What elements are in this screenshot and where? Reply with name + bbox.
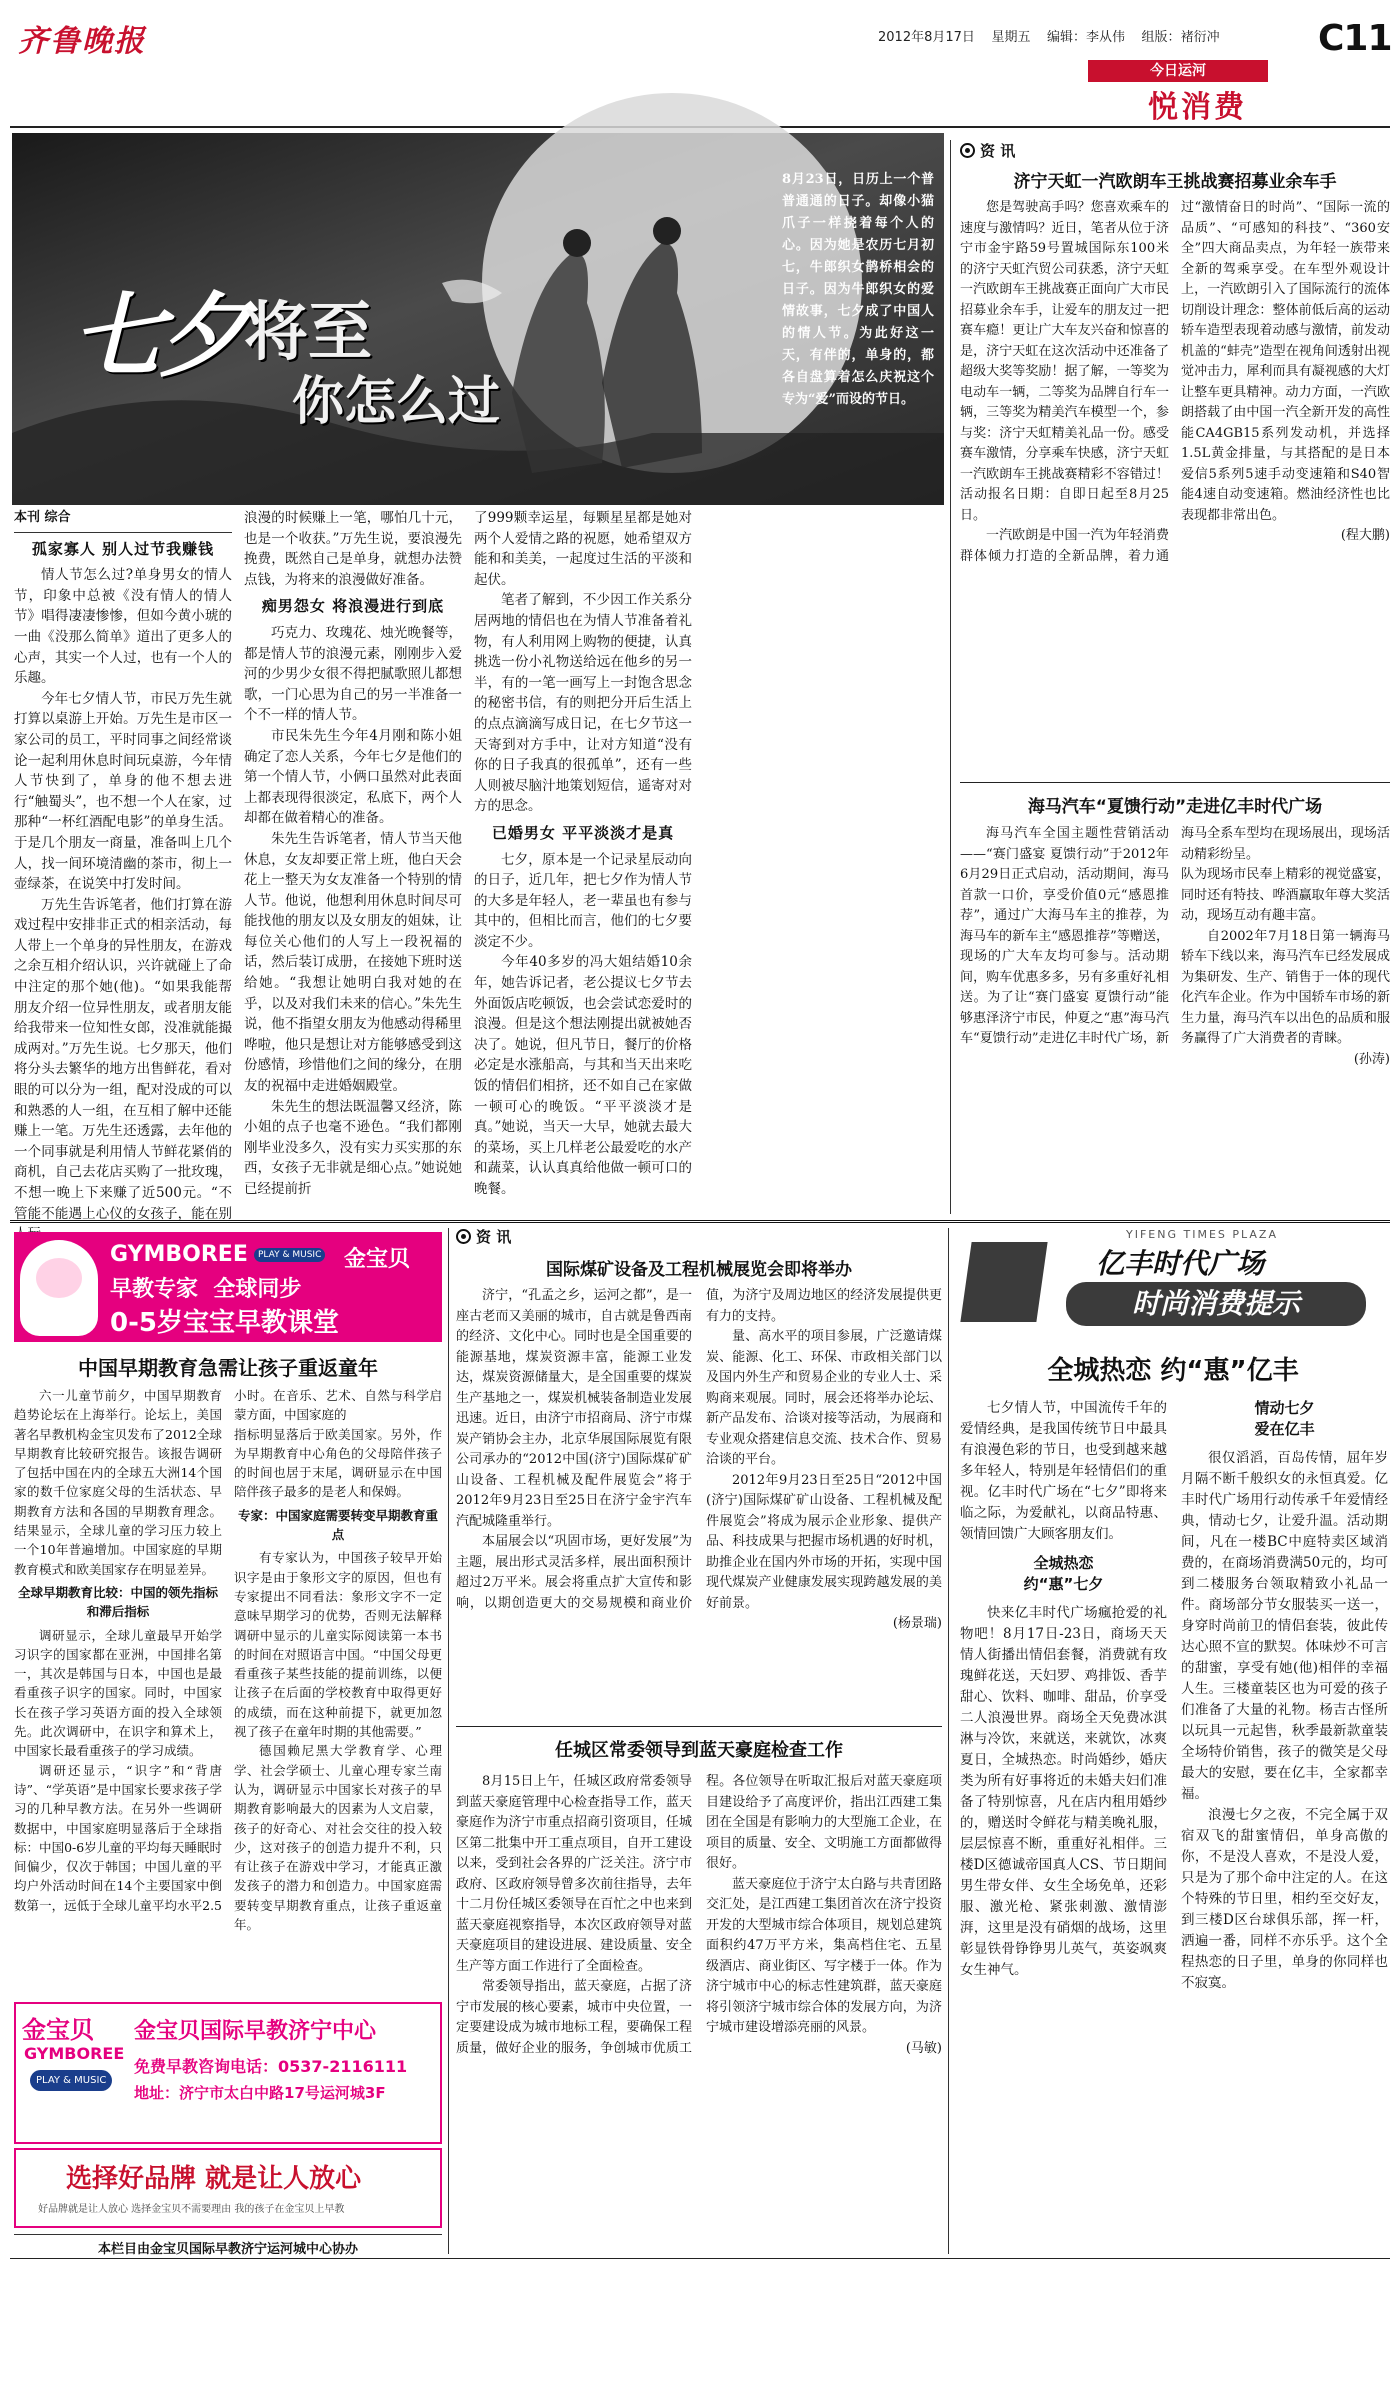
qixi-intro: 8月23日，日历上一个普普通通的日子。却像小猫爪子一样挠着每个人的心。因为她是农历七月初七，牛郎织女鹊桥相会的日子。因为牛郎织女的爱情故事，七夕成了中国人的情人节。为此好这一天，有伴的，单身的，都各自盘算着怎么庆祝这个专为“爱”而设的节日。 — [782, 172, 934, 407]
ad-cn-logo: 金宝贝 — [22, 2016, 94, 2044]
yifeng-para: 很仅滔滔，百岛传情，屈年岁月隔不断千般织女的永恒真爱。亿丰时代广场用行动传承千年爱情经典，情动七夕，让爱升温。活动期间，凡在一楼BC中庭特卖区域消费的，在商场消费满50元的，均可到二楼服务台领取精致小礼品一件。商场部分节女服装买一送一，身穿时尚前卫的情侣套装，彼此传达心照不宣的默契。体味炒不可言的甜蜜，享受有她(他)相伴的幸福人生。三楼童装区也为可爱的孩子们准备了大量的礼物。杨吉古怪所以玩具一元起售，秋季最新款童装全场特价销售，孩子的微笑是父母最大的安慰，要在亿丰，全家都幸福。 — [1181, 1450, 1388, 1802]
masthead-meta — [878, 26, 1220, 45]
news4-title: 任城区常委领导到蓝天豪庭检查工作 — [555, 1740, 843, 1761]
layout-name: 褚衍冲 — [1180, 30, 1220, 45]
slogan-main — [66, 2158, 361, 2195]
news2-para: 队为现场市民奉上精彩的视觉盛宴，同时还有特技、哗酒赢取年尊大奖活动，现场互动有趣丰富。 — [1181, 867, 1390, 923]
gymboree-para: 调研显示，全球儿童最早开始学习识字的国家都在亚洲，中国排名第一，其次是韩国与日本，中国也是最看重孩子识字的国家。同时，中国家长在孩子学习英语方面的投入全球领先。此次调研中，在识字和算术上，中国家长最看重孩子的学习成绩。 — [14, 1627, 222, 1759]
yifeng-banner-text: 时尚消费提示 — [1066, 1282, 1366, 1326]
mascot-face-icon — [36, 1258, 82, 1298]
qixi-para: 情人节怎么过?单身男女的情人节，印象中总被《没有情人的情人节》唱得凄凄惨惨，但如今黄小琥的一曲《没那么简单》道出了更多人的心声，其实一个人过，也有一个人的乐趣。 — [14, 567, 232, 687]
qixi-title-sub: 你怎么过 — [292, 372, 501, 432]
gymboree-para: 调研还显示，“识字”和“背唐诗”、“学英语”是中国家长要求孩子学习的几种早教方法。在另外一些调研数据中，中国家庭明显落后于全球指标：中国0-6岁儿童的平均每天睡眠时间偏少，仅次于韩国；中国儿童的平均户外活动时间在14个主要国家中倒数第一，远低于全球儿童平均水平2.5小时。在音乐、艺术、自然与科学启蒙方面，中国家庭的 — [14, 1388, 442, 1913]
ad-phone-label: 免费早教咨询电话： — [134, 2057, 279, 2076]
news2-para: 自2002年7月18日第一辆海马轿车下线以来，海马汽车已经发展成为集研发、生产、销售于一体的现代化汽车企业。作为中国轿车市场的新生力量，海马汽车以出色的品质和服务赢得了广大消费者的青睐。 — [1181, 928, 1390, 1046]
news3-body — [456, 1286, 942, 1716]
qixi-title-jiangzhi: 将至 — [244, 296, 372, 370]
gymboree-ad — [14, 2002, 442, 2144]
news1-author: (程大鹏) — [1340, 528, 1390, 543]
news2-body — [960, 824, 1390, 1210]
qixi-hero — [12, 133, 944, 505]
news1-title: 济宁天虹一汽欧朗车王挑战赛招募业余车手 — [1013, 172, 1337, 192]
qixi-subhead-1: 孤家寡人 别人过节我赚钱 — [31, 539, 215, 558]
news4-para: 8月15日上午，任城区政府常委领导到蓝天豪庭管理中心检查指导工作，蓝天豪庭作为济宁市重点招商引资项目，任城区第二批集中开工重点项目，自开工建设以来，受到社会各界的广泛关注。济宁市政府、区政府领导曾多次前往指导，去年十二月份任城区委领导在百忙之中也来到蓝天豪庭视察指导，本次区政府领导对蓝天豪庭项目的建设进展、建设质量、安全生产等方面工作进行了全面检查。 — [456, 1774, 692, 1974]
news-separator — [456, 1726, 942, 1727]
news3-para: 济宁，“孔孟之乡，运河之都”，是一座古老而又美丽的城市，自古就是鲁西南的经济、文化中心。同时也是全国重要的能源基地，煤炭资源丰富，能源工业发达，煤炭资源储量大，是全国重要的煤炭生产基地之一，煤炭机械装备制造业发展迅速。近日，由济宁市招商局、济宁市煤炭产销协会主办，北京华展国际展览有限公司承办的“2012中国(济宁)国际煤矿矿山设备、工程机械及配件展览会”将于2012年9月23日至25日在济宁金宇汽车汽配城隆重举行。 — [456, 1288, 692, 1529]
issue-date: 2012年8月17日 — [878, 30, 975, 45]
ad-address-text: 济宁市太白中路17号运河城3F — [179, 2084, 386, 2102]
qixi-para: 今年40多岁的冯大姐结婚10余年，她告诉记者，老公提议七夕节去外面饭店吃顿饭，也会尝试恋爱时的浪漫。但是这个想法刚提出就被她否决了。她说，但凡节日，餐厅的价格必定是水涨船高，与其和当天出来吃饭的情侣们相挤，还不如自己在家做一顿可心的晚饭。“平平淡淡才是真。”她说，当天一大早，她就去最大的菜场，买上几样老公最爱吃的水产和蔬菜，认认真真给他做一顿可口的晚餐。 — [474, 954, 692, 1197]
yifeng-subhead-2b: 爱在亿丰 — [1254, 1420, 1315, 1438]
qixi-para: 市民朱先生今年4月刚和陈小姐确定了恋人关系，今年七夕是他们的第一个情人节，小俩口虽然对此表面上都表现得很淡定，私底下，两个人却都在做着精心的准备。 — [244, 727, 462, 827]
news1-block — [960, 140, 1390, 780]
news2-author: (孙涛) — [1353, 1051, 1390, 1067]
gymboree-brand: GYMBOREE — [110, 1242, 248, 1267]
section-subtitle: 今日运河 — [1088, 60, 1268, 82]
news3-block — [456, 1226, 942, 1721]
yifeng-body — [960, 1398, 1388, 2254]
slogan-small: 好品牌就是让人放心 选择金宝贝不需要理由 我的孩子在金宝贝上早教 — [38, 2204, 345, 2215]
news-separator — [960, 782, 1390, 783]
qixi-byline: 本刊 综合 — [14, 508, 232, 533]
gymboree-line1a: 早教专家 — [110, 1277, 199, 1302]
ad-address — [134, 2082, 386, 2103]
news1-kicker — [960, 140, 1390, 161]
yifeng-subhead-1 — [960, 1553, 1167, 1595]
gymboree-slogan-box — [14, 2148, 442, 2228]
yifeng-para: 快来亿丰时代广场瘋抢爱的礼物吧！8月17日-23日，商场天天情人街播出情侣套餐，消费就有玫瑰鲜花送，天妇罗、鸡排饭、香芋甜心、饮料、咖啡、甜品，价享受二人浪漫世界。商场全天免费冰淇淋与冷饮，来就送，来就饮，冰爽夏日，全城热恋。时尚婚纱，婚庆类为所有好事将近的未婚夫妇们准备了特别惊喜，凡在店内租用婚纱的，赠送时令鲜花与精美晚礼服，层层惊喜不断，重重好礼相伴。三楼D区德诚帝国真人CS、节日期间男生带女伴、女生全场免单，还彩服、激光枪、紧张刺激、激情澎湃，这里是没有硝烟的战场，这里彰显铁骨铮铮男儿英气，英姿飒爽女生神气。 — [960, 1605, 1167, 1978]
yifeng-subhead-2 — [1181, 1398, 1388, 1440]
ad-title: 金宝贝国际早教济宁中心 — [134, 2019, 377, 2044]
gymboree-title: 中国早期教育急需让孩子重返童年 — [78, 1356, 378, 1380]
news1-kicker-label: 资 讯 — [980, 142, 1016, 160]
gymboree-para: 指标明显落后于欧美国家。另外，作为早期教育中心角色的父母陪伴孩子的时间也居于末尾，调研显示在中国陪伴孩子最多的是老人和保姆。 — [234, 1426, 442, 1500]
editor-name: 李从伟 — [1086, 30, 1126, 45]
newspaper-logo: 齐鲁晚报 — [18, 24, 146, 59]
news3-para: 量、高水平的项目参展，广泛邀请煤炭、能源、化工、环保、市政相关部门以及国内外生产和贸易企业的专业人士、采购商来观展。同时，展会还将举办论坛、新产品发布、洽谈对接等活动，为展商和专业观众搭建信息交流、技术合作、贸易洽谈的平台。 — [706, 1329, 942, 1467]
gymboree-line2: 0-5岁宝宝早教课堂 — [110, 1308, 339, 1338]
ad-phone — [134, 2054, 407, 2077]
gymboree-body — [14, 1386, 442, 1996]
qixi-para: 七夕，原本是一个记录星辰动向的日子，近几年，把七夕作为情人节的大多是年轻人，老一辈虽也有参与其中的，但相比而言，他们的七夕要淡定不少。 — [474, 851, 692, 950]
zixun-icon — [456, 1229, 471, 1244]
fold-rule — [10, 1220, 1390, 1223]
qixi-col-2 — [244, 508, 462, 1218]
qixi-col-3 — [474, 508, 692, 1218]
ad-play-logo: PLAY & MUSIC — [30, 2070, 112, 2091]
gymboree-subhead-1: 全球早期教育比较：中国的领先指标和滞后指标 — [17, 1584, 218, 1620]
qixi-subhead-2: 痴男怨女 将浪漫进行到底 — [261, 597, 445, 616]
ad-phone-number: 0537-2116111 — [278, 2057, 408, 2076]
zixun-icon — [960, 143, 975, 158]
news3-para: 2012年9月23日至25日“2012中国(济宁)国际煤矿矿山设备、工程机械及配件展览会”将成为展示企业形象、提供产品、科技成果与把握市场机遇的好时机，助推企业在国内外市场的开拓，实现中国现代煤炭产业健康发展实现跨越发展的美好前景。 — [706, 1472, 942, 1611]
qixi-para: 万先生告诉笔者，他们打算在游戏过程中安排非正式的相亲活动，每人带上一个单身的异性朋友，在游戏之余互相介绍认识，兴许就碰上了命中注定的那个她(他)。“如果我能帮朋友介绍一位异性朋友，或者朋友能给我带来一位知性女郎，没准就能撮成两对。”万先生说。七夕那天，他们将分头去繁华的地方出售鲜花，看对眼的可以分为一组，配对没成的可以和熟悉的人一组，在互相了解中还能赚上一笔。万先生还透露，去年他的一个同事就是利用情人节鲜花紧俏的商机，自己去花店买购了一批玫瑰，不想一晚上下来赚了近500元。“不管能不能遇上心仪的女孩子，能在别 — [14, 896, 232, 1222]
news3-para: 本届展会以“巩固市场，更好发展”为主题，展出形式灵活多样，展出面积预计超过2万平米。展会将重点扩大宣传和影响，以期创造更大的交易规模和商业价值，为济宁及周边地区的经济发展提供更有力的支持。 — [456, 1288, 942, 1611]
slogan-part1: 选择好品牌 — [66, 2164, 197, 2194]
news3-kicker-label: 资 讯 — [476, 1228, 512, 1246]
qixi-para: 朱先生的想法既温馨又经济，陈小姐的点子也毫不逊色。“我们都刚刚毕业没多久，没有实力买实那的东西，女孩子无非就是细心点。”她说她已经提前折 — [244, 1098, 462, 1197]
qixi-para: 浪漫的时候赚上一笔，哪怕几十元，也是一个收获。”万先生说，要浪漫先挽费，既然自己是单身，就想办法赞点钱，为将来的浪漫做好准备。 — [244, 510, 462, 588]
news3-kicker — [456, 1226, 942, 1247]
yifeng-subhead-1a: 全城热恋 — [1033, 1554, 1094, 1572]
gymboree-footer: 本栏目由金宝贝国际早教济宁运河城中心协办 — [14, 2234, 442, 2257]
news1-body — [960, 198, 1390, 768]
yifeng-subhead-1b: 约“惠”七夕 — [1023, 1575, 1104, 1593]
qixi-para: 巧克力、玫瑰花、烛光晚餐等，都是情人节的浪漫元素，刚刚步入爱河的少男少女很不得把腻歌照儿都想歌，一门心思为自己的另一半准备一个不一样的情人节。 — [244, 624, 462, 724]
column-divider — [950, 140, 951, 1214]
qixi-para: 笔者了解到，不少因工作关系分居两地的情侣也在为情人节准备着礼物，有人利用网上购物的便捷，认真挑选一份小礼物送给远在他乡的另一半，有的一笔一画写上一封饱含思念的秘密书信，有的则把分开后生活上的点点滴滴写成日记，在七夕节这一天寄到对方手中，让对方知道“没有你的日子我真的很孤单”，还有一些人则被尽脑汁地策划短信，遥寄对对方的思念。 — [474, 592, 692, 815]
qixi-col-1 — [14, 508, 232, 1222]
figure-left-head — [563, 229, 591, 257]
qixi-title-main: 七夕 — [72, 282, 245, 390]
gymboree-mascot — [20, 1240, 98, 1336]
gymboree-line1b: 全球同步 — [213, 1277, 302, 1302]
gymboree-play: PLAY & MUSIC — [254, 1248, 325, 1262]
qixi-para: 朱先生告诉笔者，情人节当天他休息，女友却要正常上班，他白天会花上一整天为女友准备一个特别的情人节。他说，他想利用休息时间尽可能找他的朋友以及女朋友的姐妹，让每位关心他们的人写上一段祝福的话，然后装订成册，在接她下班时送给她。“我想让她明白我对她的在乎，以及对我们未来的信心。”朱先生说，他不指望女朋友为他感动得稀里哗啦，他只是想让对方能够感受到这份感情，珍惜他们之间的缘分，在朋友的祝福中走进婚姻殿堂。 — [244, 830, 462, 1095]
news1-para: 一汽欧朗是中国一汽为年轻消费群体倾力打造的全新品牌，着力通过“激情奋日的时尚”、“国际一流的品质”、“可感知的科技”、“360安全”四大商品卖点，为年轻一族带来全新的驾乘享受。在车型外观设计上，一汽欧朗引入了国际流行的流体切削设计理念：整体前低后高的运动轿车造型表现着动感与激情，前发动机盖的“蚌壳”造型在视角间透射出视觉冲击力，犀利而具有凝视感的大灯让整车更具精神。动力方面，一汽欧朗搭载了由中国一汽全新开发的高性能CA4GB15系列发动机，并选择1.5L黄金排量，与其搭配的是日本爱信5系列5速手动变速箱和S40智能4速自动变速箱。燃油经济性也比表现都非常出色。 — [960, 200, 1390, 564]
gymboree-subhead-2: 专家：中国家庭需要转变早期教育重点 — [237, 1507, 438, 1543]
news3-author: (杨景瑞) — [892, 1616, 942, 1631]
gymboree-para: 德国赖尼黑大学教育学、心理学、社会学硕士、儿童心理专家兰南认为，调研显示中国家长对孩子的早期教育影响最大的因素为人文启蒙，孩子的好奇心、对社会交往的投入较少，这对孩子的创造力提升不利，只有让孩子在游戏中学习，才能真正激发孩子的潜力和创造力。中国家庭需要转变早期教育重点，让孩子重返童年。 — [234, 1743, 442, 1933]
gymboree-line1 — [110, 1272, 301, 1303]
figure-right-head — [653, 217, 681, 245]
news4-body — [456, 1772, 942, 2250]
news2-title: 海马汽车“夏馈行动”走进亿丰时代广场 — [1027, 797, 1323, 817]
gymboree-para: 六一儿童节前夕，中国早期教育趋势论坛在上海举行。论坛上，美国著名早教机构金宝贝发布了2012全球早期教育比较研究报告。该报告调研了包括中国在内的全球五大洲14个国家的数千位家庭父母的生活状态、早期教育方法和各国的早期教育理念。结果显示，全球儿童的学习压力较上一个10年普遍增加。中国家庭的早期教育模式和欧美国家存在明显差异。 — [14, 1388, 222, 1577]
column-divider — [948, 1228, 949, 2254]
page-bottom-rule — [10, 2258, 1390, 2259]
qixi-para: 了999颗幸运星，每颗星星都是她对两个人爱情之路的祝愿，她希望双方能和和美美，一起度过生活的平淡和起伏。 — [474, 510, 692, 588]
news3-title: 国际煤矿设备及工程机械展览会即将举办 — [546, 1260, 852, 1280]
qixi-subhead-3: 已婚男女 平平淡淡才是真 — [491, 823, 675, 842]
layout-label: 组版： — [1141, 30, 1181, 45]
ad-address-label: 地址： — [134, 2084, 180, 2102]
news4-block — [456, 1732, 942, 2252]
news1-para: 您是驾驶高手吗？您喜欢乘车的速度与激情吗？近日，笔者从位于济宁市金宇路59号置城国际东100米的济宁天虹汽贸公司获悉，济宁天虹一汽欧朗车王挑战赛正面向广大市民招募业余车手，让爱车的朋友过一把赛车瘾！更让广大车友兴奋和惊喜的是，济宁天虹在这次活动中还准备了超级大奖等奖励！据了解，一等奖为电动车一辆，二等奖为品牌自行车一辆，三等奖为精美汽车模型一个，参与奖：济宁天虹精美礼品一份。感受赛车激情，分享乘车快感，济宁天虹一汽欧朗车王挑战赛精彩不容错过！活动报名日期：自即日起至8月25日。 — [960, 200, 1169, 523]
yifeng-title: 全城热恋 约“惠”亿丰 — [1047, 1356, 1299, 1386]
yifeng-logo-icon — [960, 1242, 1047, 1322]
qixi-para: 今年七夕情人节，市民万先生就打算以桌游上开始。万先生是市区一家公司的员工，平时同事之间经常谈论一起利用休息时间玩桌游，今年情人节快到了，单身的他不想去进行“触蜀头”，也不想一个人在家，过那种“一杯红酒配电影”的单身生活。于是几个朋友一商量，准备叫上几个人，找一间环境清幽的茶市，彻上一壶绿茶，在说笑中打发时间。 — [14, 690, 232, 893]
gymboree-para: 有专家认为，中国孩子较早开始识字是由于象形文字的原因，但也有专家提出不同看法：象形文字不一定意味早期学习的优势，否则无法解释调研中显示的儿童实际阅读第一本书的时间在对照语言中国。“中国父母更看重孩子某些技能的提前训练，以便让孩子在后面的学校教育中取得更好的成绩，而在这种前提下，就更加忽视了孩子在童年时期的其他需要。” — [234, 1550, 442, 1740]
news2-block — [960, 788, 1390, 1213]
yifeng-subhead-2a: 情动七夕 — [1254, 1399, 1315, 1417]
column-divider — [448, 1228, 449, 2254]
news2-para: 海马汽车全国主题性营销活动——“赛门盛宴 夏馈行动”于2012年6月29日正式启动，活动期间，海马首款一口价，享受价值0元“感恩推荐”，通过广大海马车主的推荐，为海马车的新车主“感恩推荐”等赠送，现场的广大车友均可参与。活动期间，购车优惠多多，另有多重好礼相送。为了让“赛门盛宴 夏馈行动”能够惠泽济宁市民，仲夏之“惠”海马汽车“夏馈行动”走进亿丰时代广场，新海马全系车型均在现场展出，现场活动精彩纷呈。 — [960, 826, 1390, 1046]
yifeng-banner — [956, 1226, 1390, 1336]
slogan-part2: 就是让人放心 — [205, 2164, 362, 2194]
yifeng-name: 亿丰时代广场 — [1096, 1247, 1265, 1280]
editor-label: 编辑： — [1046, 30, 1086, 45]
gymboree-banner — [14, 1232, 442, 1342]
ad-en-logo: GYMBOREE — [24, 2044, 125, 2063]
yifeng-plaza-en: YIFENG TIMES PLAZA — [1126, 1228, 1278, 1241]
news4-author: (马敏) — [905, 2040, 942, 2056]
news4-para: 蓝天豪庭位于济宁太白路与共青团路交汇处，是江西建工集团首次在济宁投资开发的大型城市综合体项目，规划总建筑面积约47万平方米，集高档住宅、五星级酒店、商业街区、写字楼于一体。作为济宁城市中心的标志性建筑群，蓝天豪庭将引领济宁城市综合体的发展方向，为济宁城市建设增添亮丽的风景。 — [706, 1876, 942, 2035]
section-title: 悦消费 — [1148, 90, 1247, 125]
yifeng-para: 浪漫七夕之夜，不完全属于双宿双飞的甜蜜情侣，单身高傲的你，不是没人喜欢，不是没人爱，只是为了那个命中注定的人。在这个特殊的节日里，相约至交好友，到三楼D区台球俱乐部，挥一杆，洒遍一番，同样不亦乐乎。这个全程热恋的日子里，单身的你同样也不寂寞。 — [1181, 1807, 1388, 1991]
issue-weekday: 星期五 — [991, 30, 1031, 45]
news4-para: 常委领导指出，蓝天豪庭，占据了济宁市发展的核心要素，城市中央位置，一定要建设成为城市地标工程，要确保工程质量，做好企业的服务，争创城市优质工程。各位领导在听取汇报后对蓝天豪庭项目建设给予了高度评价，指出江西建工集团在全国是有影响力的大型施工企业，在项目的质量、安全、文明施工方面都做得很好。 — [456, 1774, 942, 2056]
page-number: C11 — [1318, 18, 1392, 59]
gymboree-cn-brand: 金宝贝 — [344, 1247, 411, 1272]
yifeng-para: 七夕情人节，中国流传千年的爱情经典，是我国传统节日中最具有浪漫色彩的节日，也受到越来越多年轻人，特别是年轻情侣们的重视。亿丰时代广场在“七夕”即将来临之际，为爱献礼，以商品特惠、领情回馈广大顾客朋友们。 — [960, 1400, 1167, 1542]
